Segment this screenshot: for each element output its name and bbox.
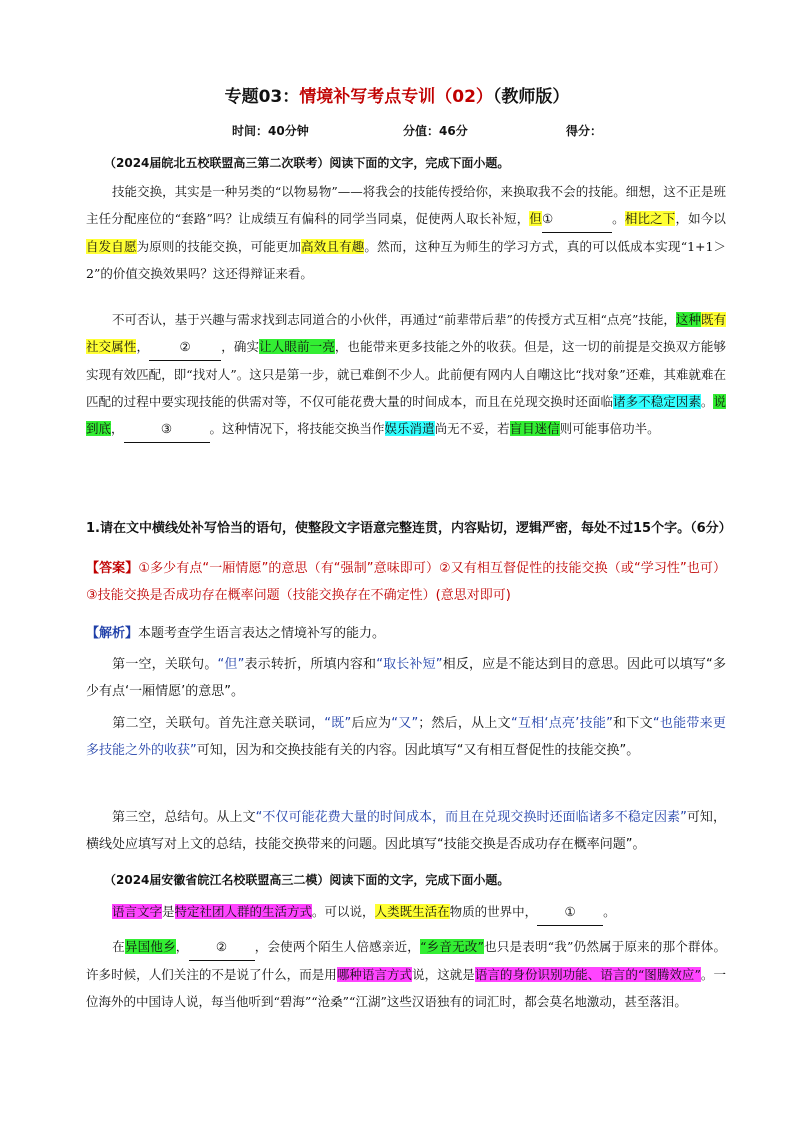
answer-text: ①多少有点“一厢情愿”的意思（有“强制”意味即可）②又有相互督促性的技能交换（或“学习性”也可）③技能交换是否成功存在概率问题（技能交换存在不确定性）(意思对即可) <box>86 561 726 603</box>
blank-1[interactable]: ① <box>542 205 612 233</box>
score-label: 分值：46分 <box>403 124 468 138</box>
analysis-step-3: 第三空，总结句。从上文“不仅可能花费大量的时间成本，而且在兑现交换时还面临诸多不稳定因素”可知，横线处应填写对上文的总结，技能交换带来的问题。因此填写“技能交换是否成功存在概率问题”。 <box>86 810 726 852</box>
analysis-tag: 【解析】 <box>86 626 139 641</box>
blank-3[interactable]: ③ <box>124 415 210 443</box>
blank-2[interactable]: ② <box>149 333 221 361</box>
document-title <box>0 82 794 107</box>
answer-tag: 【答案】 <box>86 561 139 576</box>
title-main: 情境补写考点专训（02） <box>299 87 493 107</box>
title-suffix: （教师版） <box>492 87 570 107</box>
section1-paragraph-2: 不可否认，基于兴趣与需求找到志同道合的小伙伴，再通过“前辈带后辈”的传授方式互相“点亮”技能，这种既有社交属性， ② ，确实让人眼前一亮，也能带来更多技能之外的收获。但是，这一切的前提是交换双方能够实现有效匹配，即“找对人”。这只是第一步，就已难倒不少人。此前便有网内人自嘲这比“找对象”还难，其难就难在匹配的过程中要实现技能的供需对等，不仅可能花费大量的时间成本，而且在兑现交换时还面临诸多不稳定因素。说到底， ③ 。这种情况下，将技能交换当作娱乐消遣尚无不妥，若盲目迷信则可能事倍功半。 <box>86 306 726 443</box>
section1-source: （2024届皖北五校联盟高三第二次联考）阅读下面的文字，完成下面小题。 <box>104 156 510 170</box>
exam-meta <box>0 122 794 140</box>
section2-blank-1[interactable]: ① <box>537 898 603 926</box>
analysis-step-1: 第一空，关联句。“但”表示转折，所填内容和“取长补短”相反，应是不能达到目的意思。因此可以填写“多少有点‘一厢情愿’的意思”。 <box>86 657 726 699</box>
section1-paragraph-1: 技能交换，其实是一种另类的“以物易物”——将我会的技能传授给你，来换取我不会的技能。细想，这不正是班主任分配座位的“套路”吗？让成绩互有偏科的同学当同桌，促使两人取长补短，但① 。相比之下，如今以自发自愿为原则的技能交换，可能更加高效且有趣。然而，这种互为师生的学习方式，真的可以低成本实现“1+1＞2”的价值交换效果吗？这还得辩证来看。 <box>86 184 726 281</box>
analysis-step-2: 第二空，关联句。首先注意关联词，“既”后应为“又”；然后，从上文“互相‘点亮’技能”和下文“也能带来更多技能之外的收获”可知，因为和交换技能有关的内容。因此填写“又有相互督促性的技能交换”。 <box>86 716 726 758</box>
analysis-block <box>86 620 726 647</box>
analysis-text: 本题考查学生语言表达之情境补写的能力。 <box>138 626 386 641</box>
answer-block <box>86 555 726 609</box>
title-prefix: 专题03： <box>224 87 300 107</box>
section2-source: （2024届安徽省皖江名校联盟高三二模）阅读下面的文字，完成下面小题。 <box>104 873 510 887</box>
got-label: 得分： <box>566 124 603 138</box>
section2-paragraph-1: 语言文字是特定社团人群的生活方式。可以说，人类既生活在物质的世界中， ① 。 <box>86 898 726 926</box>
section2-blank-2[interactable]: ② <box>189 933 255 961</box>
time-label: 时间：40分钟 <box>232 124 309 138</box>
section2-paragraph-2: 在异国他乡， ② ，会使两个陌生人倍感亲近，“乡音无改”也只是表明“我”仍然属于原来的那个群体。许多时候，人们关注的不是说了什么，而是用哪种语言方式说，这就是语言的身份识别功能、语言的“图腾效应”。一位海外的中国诗人说，每当他听到“碧海”“沧桑”“江湖”这些汉语独有的词汇时，都会莫名地激动，甚至落泪。 <box>86 933 726 1015</box>
question-1: 1.请在文中横线处补写恰当的语句，使整段文字语意完整连贯，内容贴切，逻辑严密，每处不过15个字。（6分） <box>86 521 732 536</box>
